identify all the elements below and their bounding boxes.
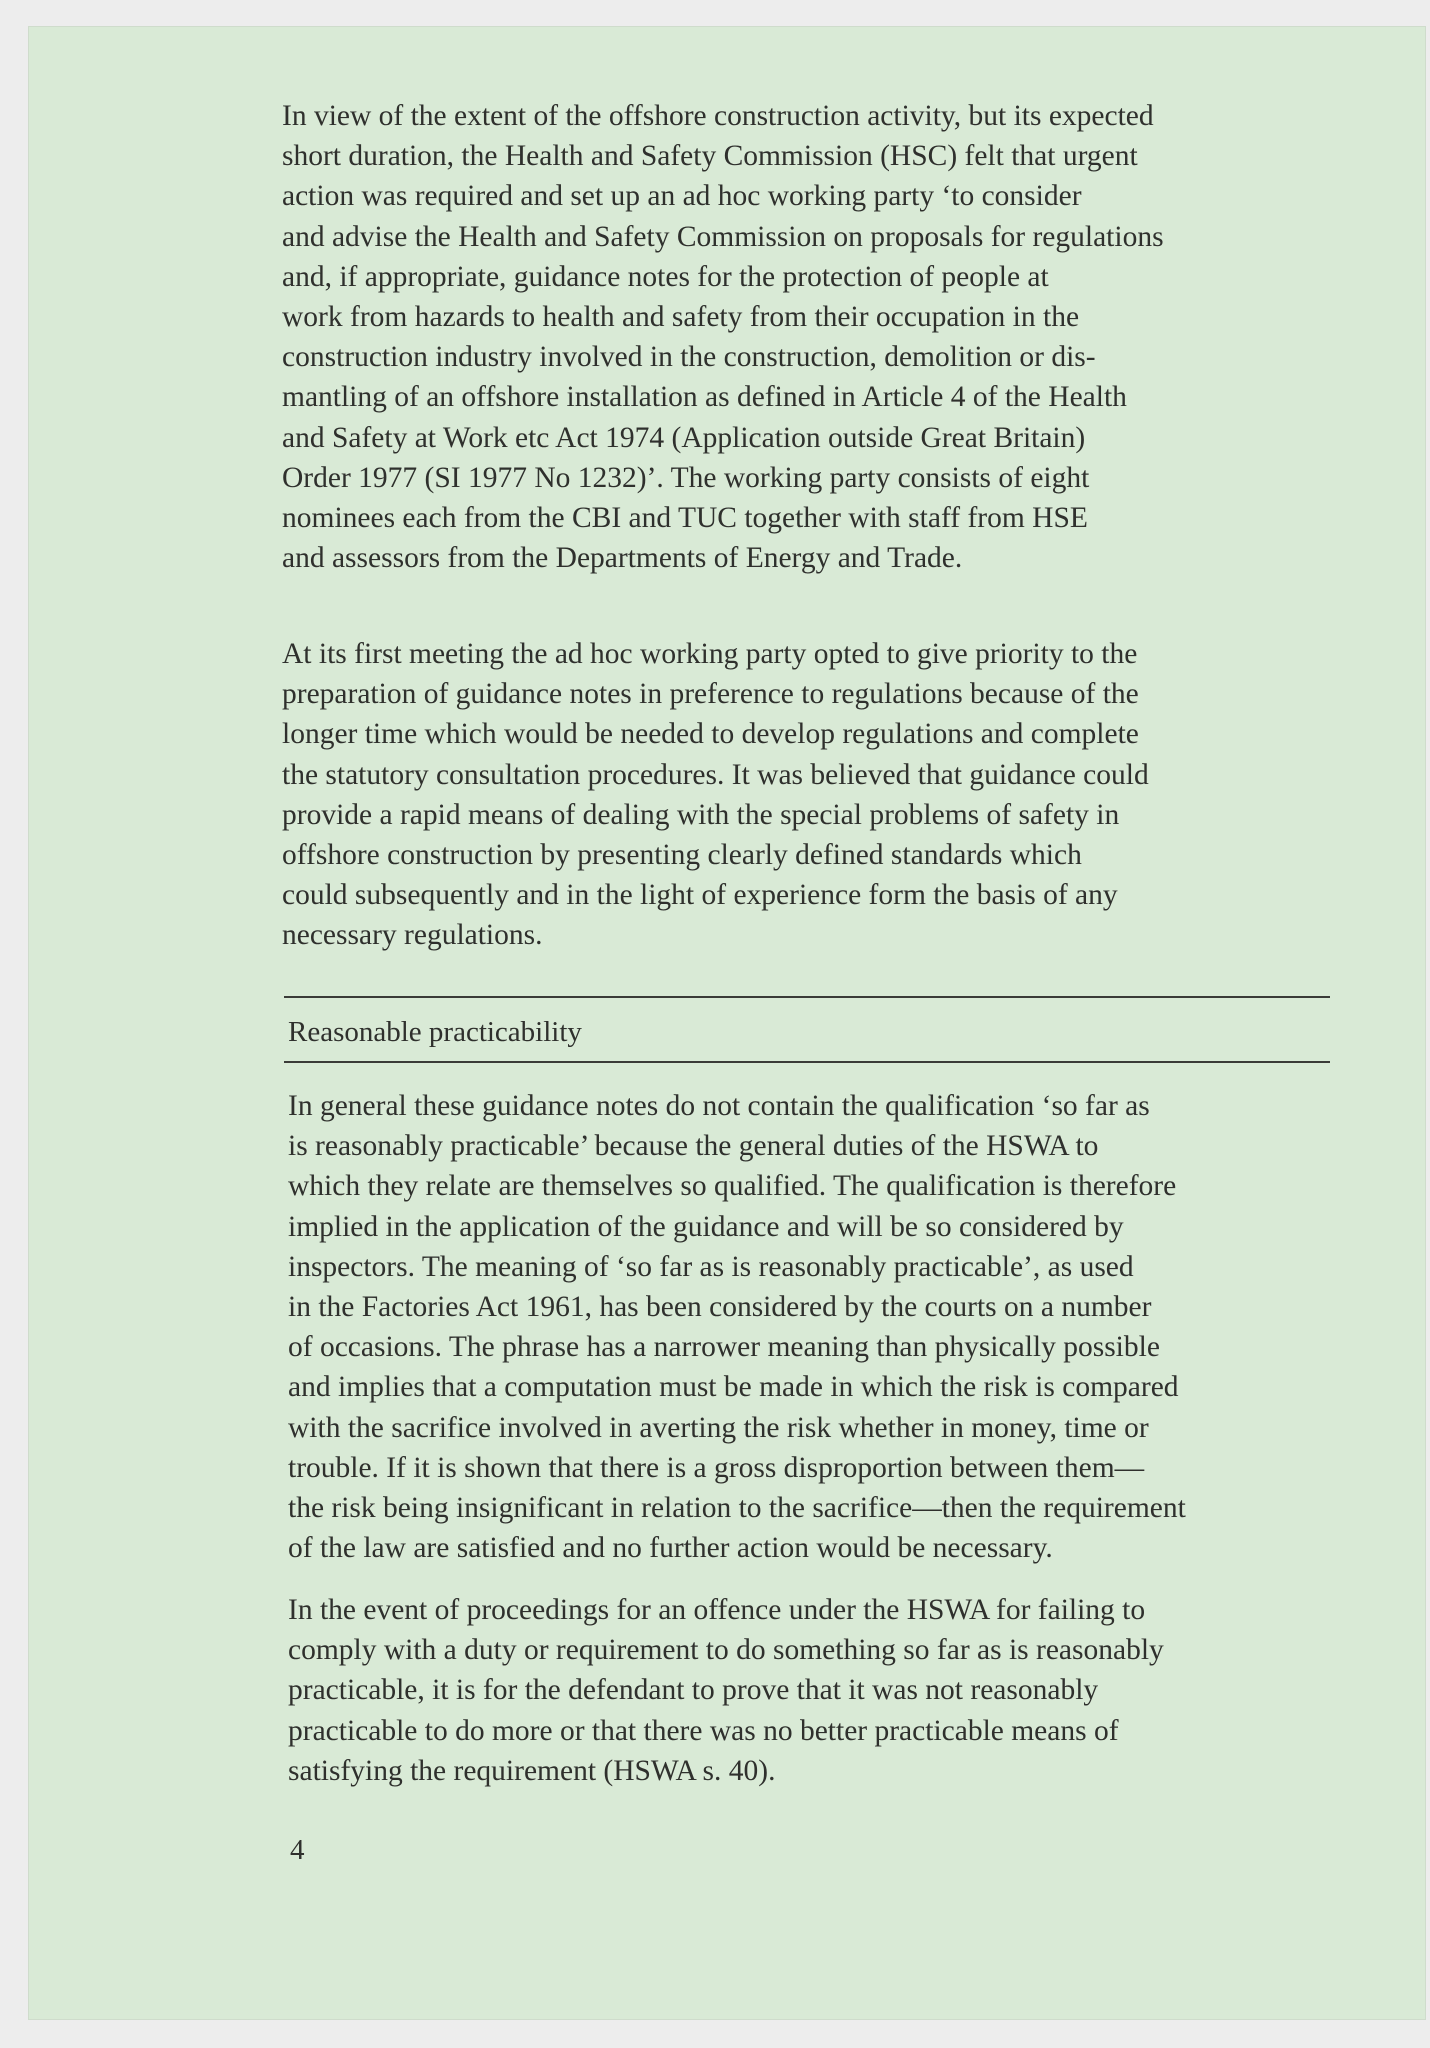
text-line: the statutory consultation procedures. It was believed that guidance could	[282, 758, 1149, 791]
paragraph-proceedings	[288, 1590, 1164, 1791]
text-line: practicable to do more or that there was no better practicable means of	[288, 1714, 1119, 1747]
text-line: and Safety at Work etc Act 1974 (Application outside Great Britain)	[282, 421, 1086, 454]
text-line: of the law are satisfied and no further action would be necessary.	[288, 1532, 1053, 1565]
text-line: and, if appropriate, guidance notes for the protection of people at	[282, 260, 1049, 293]
section-heading: Reasonable practicability	[288, 1016, 582, 1048]
text-line: construction industry involved in the construction, demolition or dis-	[282, 341, 1096, 374]
text-line: comply with a duty or requirement to do something so far as is reasonably	[288, 1634, 1164, 1667]
page-number: 4	[290, 1834, 305, 1866]
text-line: and advise the Health and Safety Commission on proposals for regulations	[282, 220, 1164, 253]
text-line: In the event of proceedings for an offence under the HSWA for failing to	[288, 1594, 1146, 1626]
text-line: action was required and set up an ad hoc working party ‘to consider	[282, 180, 1082, 213]
text-line: implied in the application of the guidance and will be so considered by	[288, 1210, 1124, 1243]
text-line: longer time which would be needed to develop regulations and complete	[282, 718, 1139, 751]
text-line: and implies that a computation must be made in which the risk is compared	[288, 1371, 1179, 1404]
text-line: offshore construction by presenting clearly defined standards which	[282, 839, 1082, 872]
heading-rule-top	[284, 996, 1330, 998]
text-line: Order 1977 (SI 1977 No 1232)’. The working party consists of eight	[282, 461, 1090, 494]
text-line: could subsequently and in the light of experience form the basis of any	[282, 879, 1118, 912]
text-line: In view of the extent of the offshore construction activity, but its expected	[282, 100, 1154, 132]
text-line: preparation of guidance notes in preference to regulations because of the	[282, 678, 1139, 711]
text-line: inspectors. The meaning of ‘so far as is reasonably practicable’, as used	[288, 1250, 1134, 1283]
paragraph-first-meeting	[282, 634, 1149, 956]
document-page	[28, 26, 1426, 2020]
text-line: At its first meeting the ad hoc working party opted to give priority to the	[282, 638, 1138, 670]
text-line: provide a rapid means of dealing with the special problems of safety in	[282, 798, 1120, 831]
text-line: short duration, the Health and Safety Commission (HSC) felt that urgent	[282, 140, 1138, 173]
text-line: which they relate are themselves so qualified. The qualification is therefore	[288, 1170, 1177, 1203]
text-line: with the sacrifice involved in averting the risk whether in money, time or	[288, 1411, 1149, 1444]
text-line: necessary regulations.	[282, 919, 543, 952]
text-line: and assessors from the Departments of Energy and Trade.	[282, 542, 963, 575]
text-line: is reasonably practicable’ because the general duties of the HSWA to	[288, 1130, 1099, 1163]
text-line: satisfying the requirement (HSWA s. 40).	[288, 1754, 776, 1787]
text-line: the risk being insignificant in relation to the sacrifice—then the requirement	[288, 1492, 1186, 1525]
paragraph-hsc-working-party	[282, 96, 1164, 578]
text-line: mantling of an offshore installation as defined in Article 4 of the Health	[282, 381, 1127, 414]
text-line: In general these guidance notes do not contain the qualification ‘so far as	[288, 1090, 1150, 1122]
text-line: trouble. If it is shown that there is a gross disproportion between them—	[288, 1451, 1145, 1484]
text-line: work from hazards to health and safety from their occupation in the	[282, 301, 1080, 334]
text-line: nominees each from the CBI and TUC together with staff from HSE	[282, 502, 1088, 535]
text-line: of occasions. The phrase has a narrower meaning than physically possible	[288, 1331, 1160, 1364]
text-line: practicable, it is for the defendant to prove that it was not reasonably	[288, 1674, 1099, 1707]
heading-rule-bottom	[284, 1061, 1330, 1063]
text-line: in the Factories Act 1961, has been considered by the courts on a number	[288, 1291, 1152, 1324]
paragraph-qualification	[288, 1086, 1186, 1568]
